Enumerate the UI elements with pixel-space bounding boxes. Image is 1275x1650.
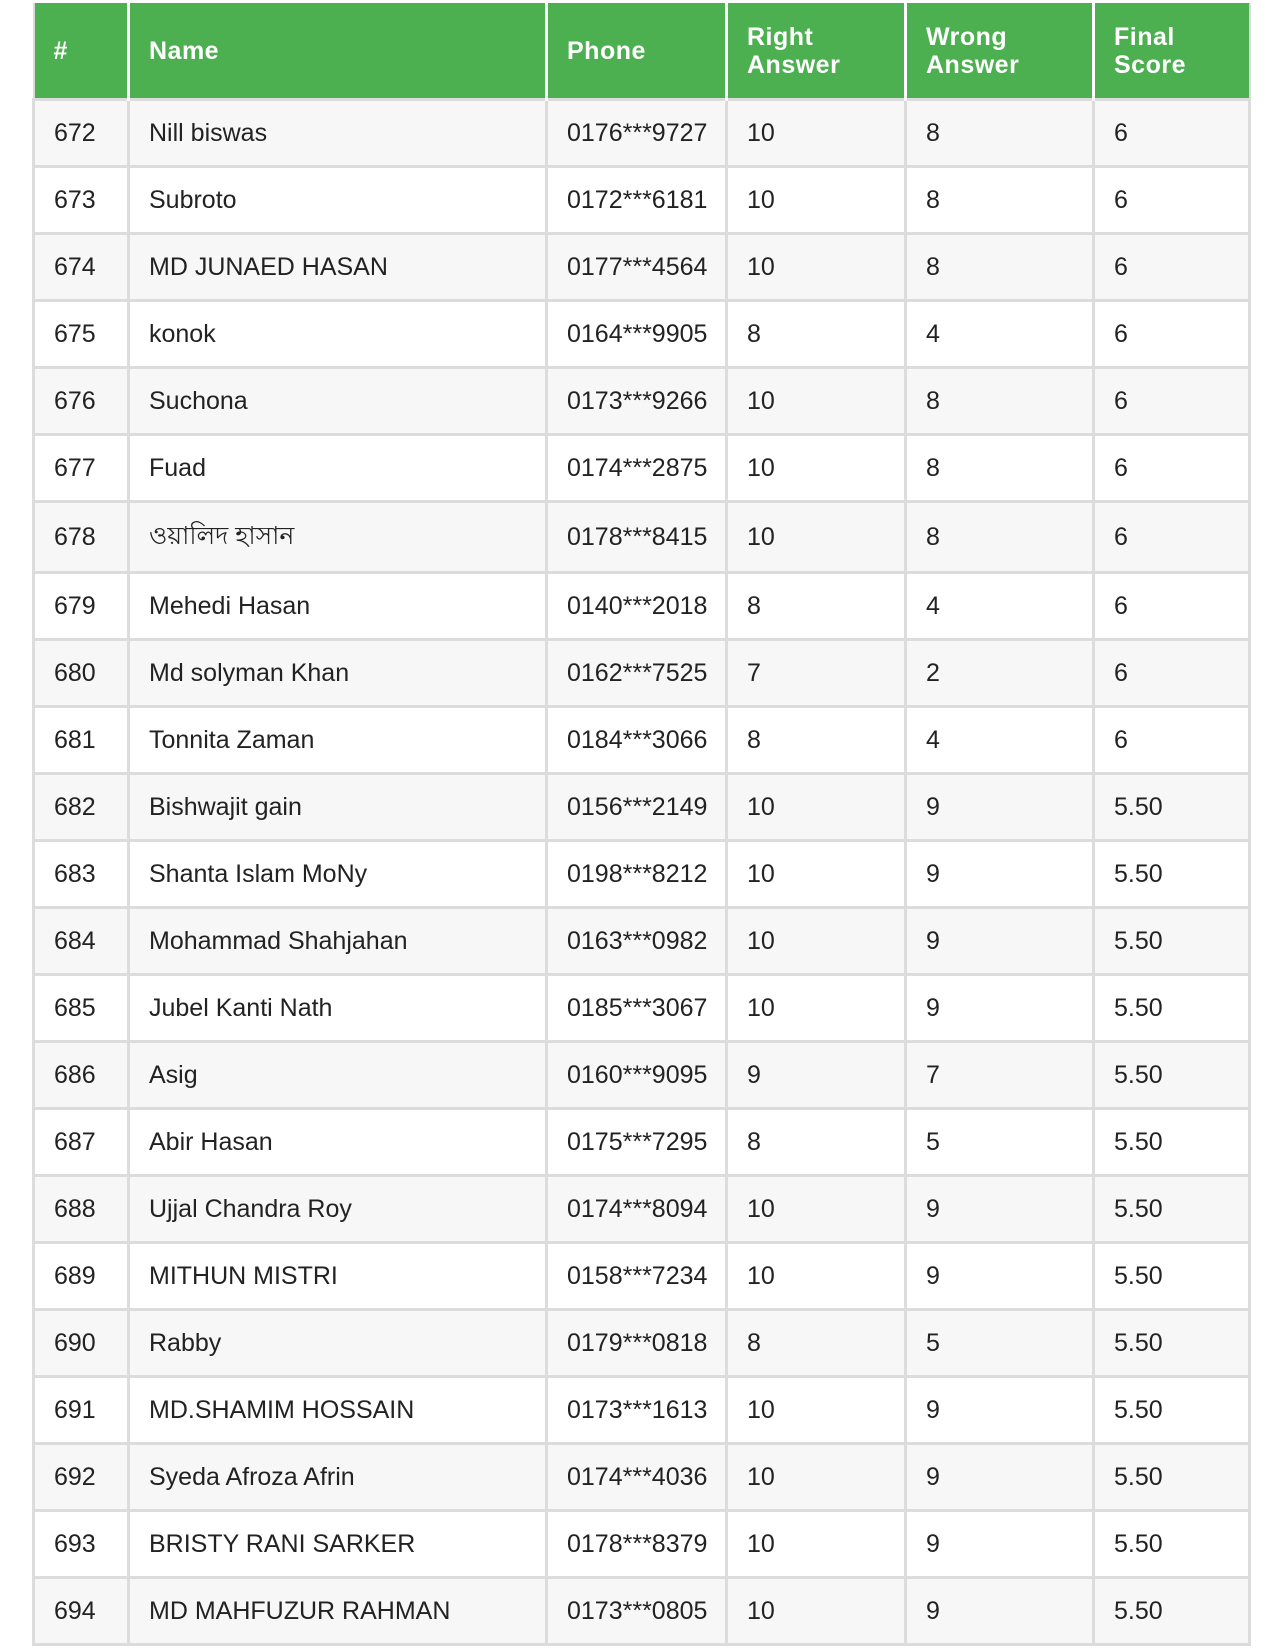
cell-phone: 0173***9266: [547, 368, 727, 435]
cell-wrong-answer: 4: [906, 707, 1094, 774]
cell-number: 678: [34, 502, 129, 573]
cell-phone: 0175***7295: [547, 1109, 727, 1176]
cell-number: 688: [34, 1176, 129, 1243]
cell-phone: 0164***9905: [547, 301, 727, 368]
cell-final-score: 5.50: [1094, 1310, 1250, 1377]
cell-right-answer: 10: [727, 1444, 906, 1511]
cell-wrong-answer: 9: [906, 1243, 1094, 1310]
cell-phone: 0174***4036: [547, 1444, 727, 1511]
cell-number: 673: [34, 167, 129, 234]
cell-number: 681: [34, 707, 129, 774]
cell-wrong-answer: 9: [906, 908, 1094, 975]
cell-right-answer: 10: [727, 100, 906, 167]
cell-name: Rabby: [129, 1310, 547, 1377]
cell-right-answer: 10: [727, 975, 906, 1042]
cell-name: Fuad: [129, 435, 547, 502]
results-table-container: [32, 0, 1248, 1646]
cell-phone: 0162***7525: [547, 640, 727, 707]
cell-final-score: 5.50: [1094, 908, 1250, 975]
cell-right-answer: 10: [727, 774, 906, 841]
table-body: [34, 100, 1250, 1645]
cell-right-answer: 8: [727, 301, 906, 368]
cell-wrong-answer: 9: [906, 774, 1094, 841]
cell-wrong-answer: 9: [906, 841, 1094, 908]
cell-wrong-answer: 8: [906, 100, 1094, 167]
header-wrong-answer: [906, 2, 1094, 100]
cell-right-answer: 10: [727, 1377, 906, 1444]
cell-number: 690: [34, 1310, 129, 1377]
cell-wrong-answer: 8: [906, 502, 1094, 573]
cell-phone: 0140***2018: [547, 573, 727, 640]
table-row: [34, 368, 1250, 435]
cell-final-score: 6: [1094, 435, 1250, 502]
cell-phone: 0185***3067: [547, 975, 727, 1042]
cell-name: MD MAHFUZUR RAHMAN: [129, 1578, 547, 1645]
cell-right-answer: 10: [727, 841, 906, 908]
cell-name: Bishwajit gain: [129, 774, 547, 841]
table-row: [34, 908, 1250, 975]
table-row: [34, 1243, 1250, 1310]
header-phone: [547, 2, 727, 100]
cell-final-score: 5.50: [1094, 975, 1250, 1042]
table-header: [34, 2, 1250, 100]
cell-right-answer: 7: [727, 640, 906, 707]
header-final-line1: Final: [1114, 22, 1175, 51]
cell-name: MD.SHAMIM HOSSAIN: [129, 1377, 547, 1444]
cell-final-score: 5.50: [1094, 1243, 1250, 1310]
table-row: [34, 1109, 1250, 1176]
cell-phone: 0158***7234: [547, 1243, 727, 1310]
cell-final-score: 5.50: [1094, 1176, 1250, 1243]
cell-name: MITHUN MISTRI: [129, 1243, 547, 1310]
cell-wrong-answer: 5: [906, 1109, 1094, 1176]
cell-name: Tonnita Zaman: [129, 707, 547, 774]
cell-name: Nill biswas: [129, 100, 547, 167]
cell-phone: 0184***3066: [547, 707, 727, 774]
cell-phone: 0163***0982: [547, 908, 727, 975]
cell-right-answer: 9: [727, 1042, 906, 1109]
header-name-label: Name: [149, 36, 220, 65]
cell-right-answer: 10: [727, 234, 906, 301]
header-name: [129, 2, 547, 100]
table-row: [34, 975, 1250, 1042]
cell-phone: 0198***8212: [547, 841, 727, 908]
table-row: [34, 1042, 1250, 1109]
cell-number: 674: [34, 234, 129, 301]
header-wrong-line1: Wrong: [926, 22, 1008, 51]
cell-name: Jubel Kanti Nath: [129, 975, 547, 1042]
header-right-line1: Right: [747, 22, 814, 51]
cell-right-answer: 10: [727, 908, 906, 975]
cell-final-score: 6: [1094, 100, 1250, 167]
header-number: [34, 2, 129, 100]
results-table: [32, 0, 1251, 1646]
cell-right-answer: 10: [727, 1578, 906, 1645]
cell-wrong-answer: 9: [906, 1377, 1094, 1444]
cell-name: Shanta Islam MoNy: [129, 841, 547, 908]
table-row: [34, 573, 1250, 640]
cell-wrong-answer: 9: [906, 1511, 1094, 1578]
cell-wrong-answer: 7: [906, 1042, 1094, 1109]
cell-right-answer: 10: [727, 368, 906, 435]
cell-right-answer: 10: [727, 1243, 906, 1310]
cell-name: Mohammad Shahjahan: [129, 908, 547, 975]
cell-phone: 0156***2149: [547, 774, 727, 841]
cell-wrong-answer: 2: [906, 640, 1094, 707]
cell-number: 677: [34, 435, 129, 502]
cell-final-score: 5.50: [1094, 1109, 1250, 1176]
cell-phone: 0179***0818: [547, 1310, 727, 1377]
cell-final-score: 5.50: [1094, 1377, 1250, 1444]
cell-number: 687: [34, 1109, 129, 1176]
cell-final-score: 5.50: [1094, 1444, 1250, 1511]
cell-name: Suchona: [129, 368, 547, 435]
cell-number: 694: [34, 1578, 129, 1645]
cell-name: konok: [129, 301, 547, 368]
cell-phone: 0172***6181: [547, 167, 727, 234]
cell-wrong-answer: 8: [906, 167, 1094, 234]
cell-phone: 0160***9095: [547, 1042, 727, 1109]
cell-name: Ujjal Chandra Roy: [129, 1176, 547, 1243]
cell-number: 685: [34, 975, 129, 1042]
cell-right-answer: 10: [727, 502, 906, 573]
table-row: [34, 502, 1250, 573]
cell-wrong-answer: 4: [906, 573, 1094, 640]
table-row: [34, 435, 1250, 502]
table-row: [34, 167, 1250, 234]
table-row: [34, 100, 1250, 167]
header-final-score: [1094, 2, 1250, 100]
cell-name: Md solyman Khan: [129, 640, 547, 707]
cell-final-score: 5.50: [1094, 841, 1250, 908]
cell-wrong-answer: 8: [906, 234, 1094, 301]
cell-final-score: 5.50: [1094, 1042, 1250, 1109]
cell-right-answer: 8: [727, 707, 906, 774]
cell-final-score: 6: [1094, 301, 1250, 368]
cell-number: 693: [34, 1511, 129, 1578]
cell-final-score: 6: [1094, 368, 1250, 435]
header-right-answer: [727, 2, 906, 100]
cell-number: 683: [34, 841, 129, 908]
cell-number: 679: [34, 573, 129, 640]
cell-right-answer: 10: [727, 167, 906, 234]
table-row: [34, 1377, 1250, 1444]
header-wrong-line2: Answer: [926, 50, 1020, 79]
table-row: [34, 1444, 1250, 1511]
cell-phone: 0173***1613: [547, 1377, 727, 1444]
cell-number: 682: [34, 774, 129, 841]
table-row: [34, 640, 1250, 707]
cell-final-score: 6: [1094, 573, 1250, 640]
cell-name: BRISTY RANI SARKER: [129, 1511, 547, 1578]
cell-final-score: 6: [1094, 640, 1250, 707]
cell-final-score: 6: [1094, 502, 1250, 573]
table-row: [34, 234, 1250, 301]
table-row: [34, 774, 1250, 841]
cell-right-answer: 8: [727, 1310, 906, 1377]
cell-phone: 0176***9727: [547, 100, 727, 167]
cell-right-answer: 8: [727, 573, 906, 640]
cell-number: 675: [34, 301, 129, 368]
cell-phone: 0173***0805: [547, 1578, 727, 1645]
cell-name: Mehedi Hasan: [129, 573, 547, 640]
cell-name: Syeda Afroza Afrin: [129, 1444, 547, 1511]
cell-final-score: 5.50: [1094, 1511, 1250, 1578]
header-number-label: #: [53, 36, 68, 65]
cell-final-score: 6: [1094, 707, 1250, 774]
cell-wrong-answer: 5: [906, 1310, 1094, 1377]
cell-number: 684: [34, 908, 129, 975]
cell-name: Subroto: [129, 167, 547, 234]
table-row: [34, 1578, 1250, 1645]
header-phone-label: Phone: [567, 36, 646, 65]
cell-right-answer: 10: [727, 435, 906, 502]
header-row: [34, 2, 1250, 100]
cell-phone: 0177***4564: [547, 234, 727, 301]
cell-wrong-answer: 9: [906, 975, 1094, 1042]
cell-name: ওয়ালিদ হাসান: [129, 502, 547, 573]
cell-name: Asig: [129, 1042, 547, 1109]
table-row: [34, 707, 1250, 774]
cell-phone: 0174***8094: [547, 1176, 727, 1243]
cell-wrong-answer: 8: [906, 368, 1094, 435]
cell-wrong-answer: 9: [906, 1444, 1094, 1511]
cell-number: 686: [34, 1042, 129, 1109]
cell-phone: 0174***2875: [547, 435, 727, 502]
table-row: [34, 301, 1250, 368]
table-row: [34, 1511, 1250, 1578]
cell-wrong-answer: 8: [906, 435, 1094, 502]
table-row: [34, 1310, 1250, 1377]
header-right-line2: Answer: [747, 50, 841, 79]
cell-final-score: 6: [1094, 234, 1250, 301]
cell-number: 676: [34, 368, 129, 435]
table-row: [34, 841, 1250, 908]
cell-right-answer: 8: [727, 1109, 906, 1176]
table-row: [34, 1176, 1250, 1243]
cell-wrong-answer: 9: [906, 1176, 1094, 1243]
cell-right-answer: 10: [727, 1176, 906, 1243]
cell-wrong-answer: 9: [906, 1578, 1094, 1645]
cell-number: 672: [34, 100, 129, 167]
cell-final-score: 5.50: [1094, 1578, 1250, 1645]
cell-final-score: 6: [1094, 167, 1250, 234]
cell-name: MD JUNAED HASAN: [129, 234, 547, 301]
cell-final-score: 5.50: [1094, 774, 1250, 841]
cell-phone: 0178***8415: [547, 502, 727, 573]
cell-number: 691: [34, 1377, 129, 1444]
cell-name: Abir Hasan: [129, 1109, 547, 1176]
cell-right-answer: 10: [727, 1511, 906, 1578]
cell-number: 692: [34, 1444, 129, 1511]
header-final-line2: Score: [1114, 50, 1186, 79]
cell-phone: 0178***8379: [547, 1511, 727, 1578]
cell-wrong-answer: 4: [906, 301, 1094, 368]
cell-number: 680: [34, 640, 129, 707]
cell-number: 689: [34, 1243, 129, 1310]
